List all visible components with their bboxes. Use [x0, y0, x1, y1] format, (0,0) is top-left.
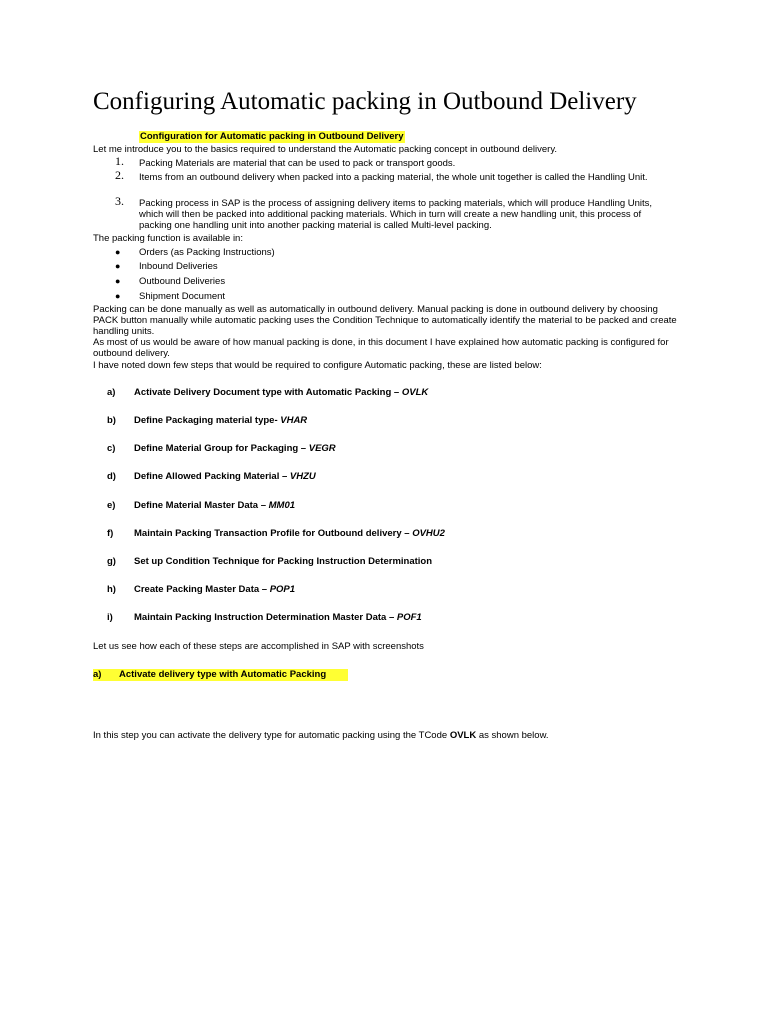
- step-text: Define Material Master Data –: [134, 500, 269, 511]
- step-tcode: POP1: [269, 584, 296, 595]
- item-text: Packing Materials are material that can be used to pack or transport goods.: [139, 158, 456, 169]
- bullet-icon: ●: [115, 291, 121, 301]
- function-intro: The packing function is available in:: [93, 233, 243, 244]
- bullet-icon: ●: [115, 247, 121, 257]
- subtitle-highlight: Configuration for Automatic packing in Outbound Delivery: [140, 131, 404, 142]
- bullet-text: Shipment Document: [139, 291, 226, 302]
- step-letter: f): [107, 528, 114, 539]
- paragraph-manual-known: As most of us would be aware of how manual packing is done, in this document I have explained how automatic packing is configured for outbound delivery.: [93, 337, 669, 359]
- step-tcode: POF1: [396, 612, 422, 623]
- step-text: Define Material Group for Packaging –: [134, 443, 309, 454]
- step-tcode: MM01: [268, 500, 296, 511]
- step-tcode: VHZU: [289, 471, 316, 482]
- section-text: Activate delivery type with Automatic Packing: [119, 669, 327, 680]
- item-text: Items from an outbound delivery when packed into a packing material, the whole unit together is called the Handling Unit.: [139, 172, 648, 183]
- step-text: Maintain Packing Transaction Profile for Outbound delivery –: [134, 528, 413, 539]
- item-text: Packing process in SAP is the process of assigning delivery items to packing materials, which will produce Handling Units, which will then be packed into additional packing materials. Which in turn will create a new handling unit, this process of packing one handling unit into another packing material is called Multi-level packing.: [139, 198, 653, 231]
- final-text-before: In this step you can activate the delivery type for automatic packing using the TCode: [93, 730, 450, 741]
- step-text: Define Allowed Packing Material –: [134, 471, 290, 482]
- section-a-heading: [93, 669, 348, 681]
- see-how-paragraph: Let us see how each of these steps are accomplished in SAP with screenshots: [93, 641, 424, 652]
- step-tcode: VHAR: [280, 415, 308, 426]
- step-letter: g): [107, 556, 116, 567]
- item-number: 2.: [115, 168, 124, 182]
- step-text: Set up Condition Technique for Packing Instruction Determination: [134, 556, 433, 567]
- step-text: Activate Delivery Document type with Automatic Packing –: [134, 387, 402, 398]
- step-letter: a): [107, 387, 116, 398]
- section-letter: a): [93, 669, 102, 680]
- step-text: Create Packing Master Data –: [134, 584, 270, 595]
- step-tcode: VEGR: [308, 443, 336, 454]
- paragraph-steps-intro: I have noted down few steps that would be required to configure Automatic packing, these are listed below:: [93, 360, 542, 371]
- bullet-text: Orders (as Packing Instructions): [139, 247, 275, 258]
- final-paragraph: [93, 730, 683, 741]
- bullet-text: Inbound Deliveries: [139, 261, 218, 272]
- step-tcode: OVLK: [401, 387, 429, 398]
- step-letter: e): [107, 500, 116, 511]
- step-text: Maintain Packing Instruction Determination Master Data –: [134, 612, 397, 623]
- step-tcode: OVHU2: [412, 528, 445, 539]
- bullet-icon: ●: [115, 276, 121, 286]
- item-number: 3.: [115, 194, 124, 208]
- step-letter: b): [107, 415, 116, 426]
- paragraph-manual-auto: Packing can be done manually as well as automatically in outbound delivery. Manual packing is done in outbound delivery by choosing PACK button manually while automatic packing uses the Condition Technique to automatically identify the material to be packed and create handling units.: [93, 304, 677, 337]
- step-letter: c): [107, 443, 116, 454]
- page-title: Configuring Automatic packing in Outbound Delivery: [93, 88, 637, 115]
- step-letter: d): [107, 471, 116, 482]
- step-letter: i): [107, 612, 113, 623]
- bullet-text: Outbound Deliveries: [139, 276, 226, 287]
- final-tcode: OVLK: [449, 730, 477, 741]
- bullet-icon: ●: [115, 261, 121, 271]
- final-text-after: as shown below.: [476, 730, 549, 741]
- intro-paragraph: Let me introduce you to the basics required to understand the Automatic packing concept in outbound delivery.: [93, 144, 558, 155]
- item-number: 1.: [115, 154, 124, 168]
- step-text: Define Packaging material type-: [134, 415, 281, 426]
- step-letter: h): [107, 584, 116, 595]
